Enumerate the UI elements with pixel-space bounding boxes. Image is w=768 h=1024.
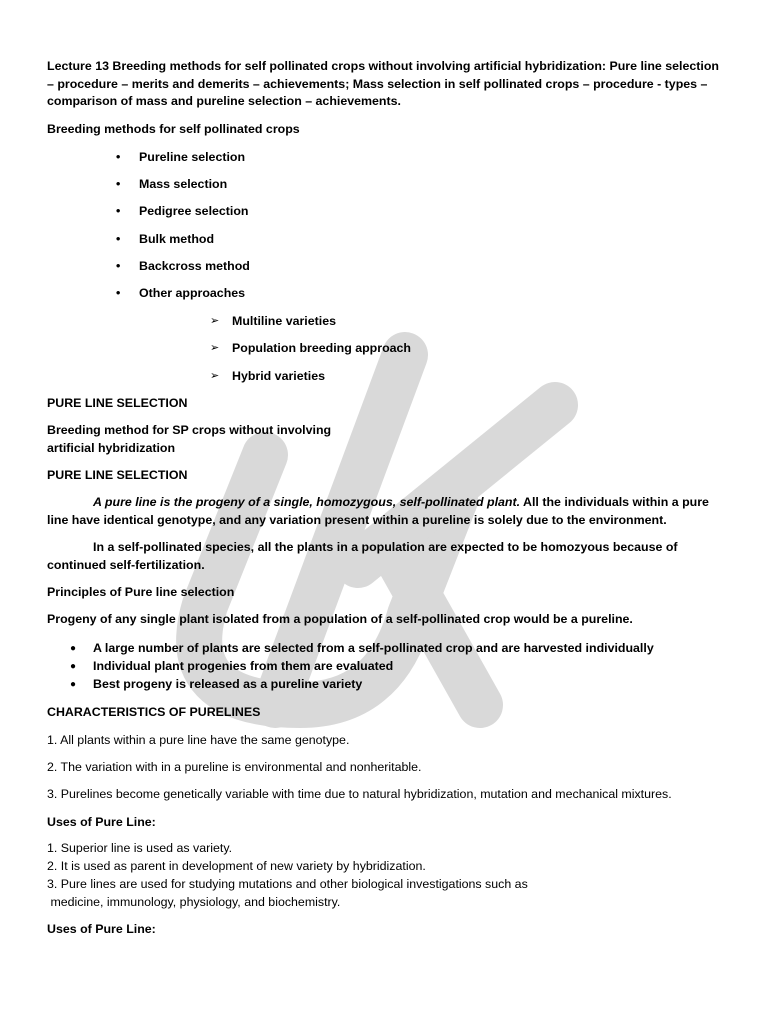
- lecture-title: Lecture 13 Breeding methods for self pollinated crops without involving artificial hybridization: Pure line selection – procedure – merits and demerits – achievements; Mass selection in self pollinated crops – procedure - types – comparison of mass and pureline selection – achievements.: [47, 59, 719, 108]
- list-item: Other approaches: [139, 286, 246, 300]
- characteristic-item: 1. All plants within a pure line have the same genotype.: [47, 733, 350, 747]
- paragraph-text: In a self-pollinated species, all the plants in a population are expected to be homozyous because of continued self-fertilization.: [47, 540, 678, 572]
- section-heading: PURE LINE SELECTION: [47, 396, 188, 410]
- bullet-marker: •: [116, 286, 121, 300]
- list-item: Pureline selection: [139, 150, 246, 164]
- characteristic-item: 3. Purelines become genetically variable with time due to natural hybridization, mutation and mechanical mixtures.: [47, 787, 672, 801]
- definition-text: All the individuals within a pure line have identical genotype, and any variation present within a pureline is solely due to the environment.: [47, 495, 709, 527]
- uses-line: medicine, immunology, physiology, and biochemistry.: [47, 895, 341, 909]
- uses-line: 2. It is used as parent in development of new variety by hybridization.: [47, 859, 426, 873]
- section-subtitle: artificial hybridization: [47, 441, 176, 455]
- uses-heading-repeat: Uses of Pure Line:: [47, 922, 156, 936]
- sub-list-item: Multiline varieties: [232, 314, 336, 328]
- bullet-marker: ●: [70, 661, 77, 672]
- arrow-bullet-icon: ➢: [210, 370, 220, 382]
- bullet-marker: •: [116, 259, 121, 273]
- characteristic-item: 2. The variation with in a pureline is environmental and nonheritable.: [47, 760, 422, 774]
- arrow-bullet-icon: ➢: [210, 315, 220, 327]
- list-item: Bulk method: [139, 232, 215, 246]
- list-item: Best progeny is released as a pureline variety: [93, 677, 363, 691]
- bullet-marker: •: [116, 204, 121, 218]
- bullet-marker: ●: [70, 643, 77, 654]
- bullet-marker: •: [116, 177, 121, 191]
- principles-heading: Principles of Pure line selection: [47, 585, 235, 599]
- uses-line: 1. Superior line is used as variety.: [47, 841, 233, 855]
- principles-statement: Progeny of any single plant isolated from a population of a self-pollinated crop would be a pureline.: [47, 612, 633, 626]
- section-subtitle: Breeding method for SP crops without involving: [47, 423, 332, 437]
- list-item: Individual plant progenies from them are evaluated: [93, 659, 394, 673]
- arrow-bullet-icon: ➢: [210, 342, 220, 354]
- pureline-paragraph: [47, 539, 723, 574]
- sub-list-item: Hybrid varieties: [232, 369, 325, 383]
- bullet-marker: ●: [70, 679, 77, 690]
- uses-heading: Uses of Pure Line:: [47, 815, 156, 829]
- characteristics-heading: CHARACTERISTICS OF PURELINES: [47, 705, 261, 719]
- list-item: Backcross method: [139, 259, 250, 273]
- list-item: Pedigree selection: [139, 204, 249, 218]
- bullet-marker: •: [116, 150, 121, 164]
- bullet-marker: •: [116, 232, 121, 246]
- definition-emphasis: A pure line is the progeny of a single, homozygous, self-pollinated plant.: [93, 495, 521, 509]
- section-heading: PURE LINE SELECTION: [47, 468, 188, 482]
- list-item: A large number of plants are selected from a self-pollinated crop and are harvested individually: [93, 641, 654, 655]
- uses-line: 3. Pure lines are used for studying mutations and other biological investigations such as: [47, 877, 528, 891]
- methods-heading: Breeding methods for self pollinated crops: [47, 122, 300, 136]
- sub-list-item: Population breeding approach: [232, 341, 411, 355]
- pureline-definition: [47, 494, 723, 529]
- list-item: Mass selection: [139, 177, 228, 191]
